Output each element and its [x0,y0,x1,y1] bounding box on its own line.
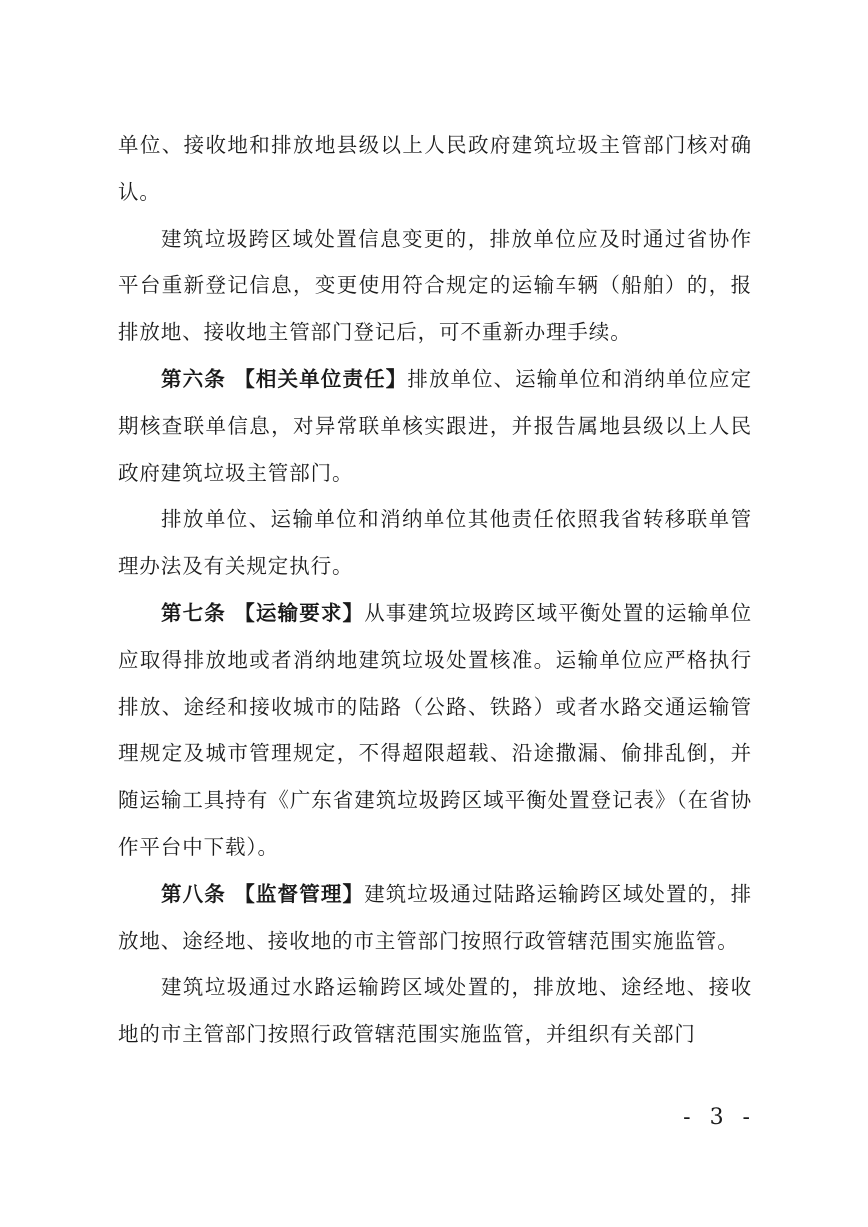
article-8 [118,871,752,965]
paragraph-text: 排放单位、运输单位和消纳单位其他责任依照我省转移联单管理办法及有关规定执行。 [118,507,752,579]
document-page [118,122,752,1058]
article-heading: 第七条 【运输要求】 [161,600,365,625]
paragraph-continuation [118,122,752,216]
paragraph-text: 建筑垃圾跨区域处置信息变更的，排放单位应及时通过省协作平台重新登记信息，变更使用符合规定的运输车辆（船舶）的，报排放地、接收地主管部门登记后，可不重新办理手续。 [118,226,752,345]
paragraph-text: 建筑垃圾通过水路运输跨区域处置的，排放地、途经地、接收地的市主管部门按照行政管辖范围实施监管，并组织有关部门 [118,975,752,1047]
article-heading: 第六条 【相关单位责任】 [161,366,408,391]
article-7 [118,590,752,871]
page-number: - 3 - [683,1105,756,1130]
paragraph-text: 排放单位、运输单位和消纳单位应定期核查联单信息，对异常联单核实跟进，并报告属地县级以上人民政府建筑垃圾主管部门。 [118,366,753,485]
paragraph-text: 单位、接收地和排放地县级以上人民政府建筑垃圾主管部门核对确认。 [118,133,752,204]
article-heading: 第八条 【监督管理】 [161,881,365,906]
paragraph-text: 从事建筑垃圾跨区域平衡处置的运输单位应取得排放地或者消纳地建筑垃圾处置核准。运输单位应严格执行排放、途经和接收城市的陆路（公路、铁路）或者水路交通运输管理规定及城市管理规定，不得超限超载、沿途撒漏、偷排乱倒，并随运输工具持有《广东省建筑垃圾跨区域平衡处置登记表》（在省协作平台中下载）。 [118,600,753,859]
article-6 [118,356,752,496]
paragraph-water-transport [118,964,752,1058]
paragraph-other-duties [118,496,752,590]
paragraph-text: 建筑垃圾通过陆路运输跨区域处置的，排放地、途经地、接收地的市主管部门按照行政管辖范围实施监管。 [118,881,753,953]
paragraph-info-change [118,216,752,356]
